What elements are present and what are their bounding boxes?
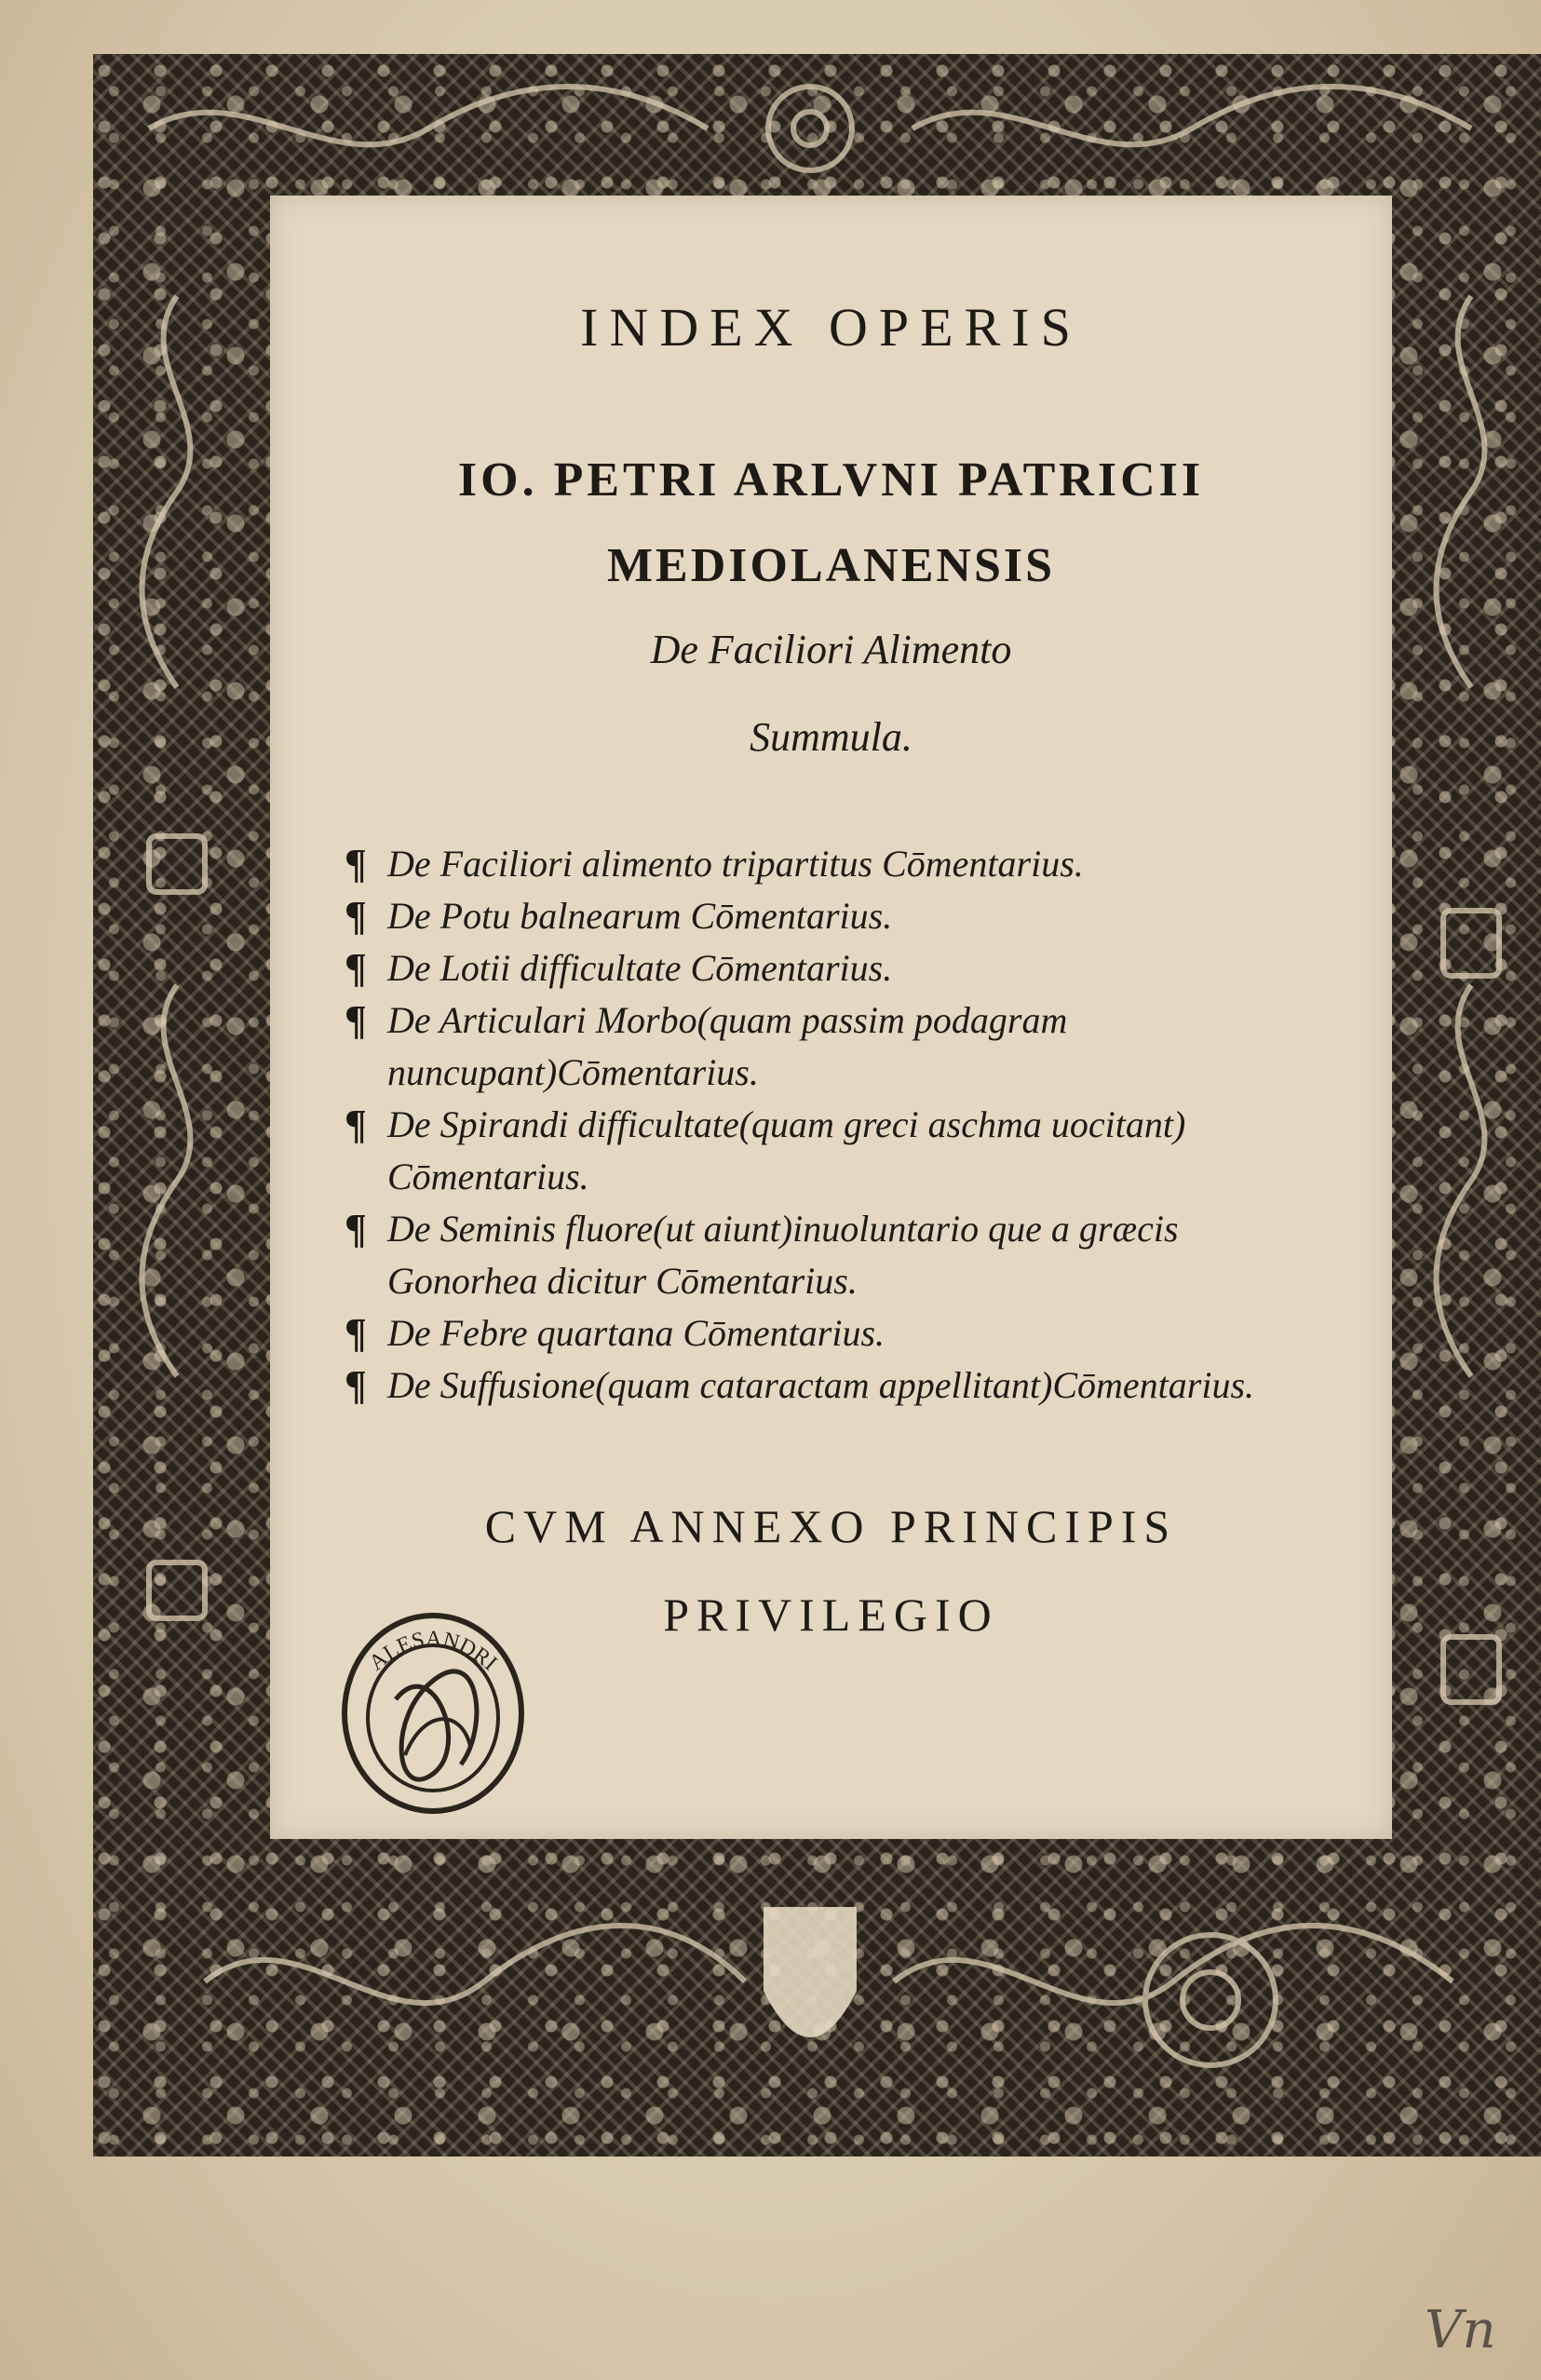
pilcrow-icon: ¶ xyxy=(345,945,367,991)
index-heading: INDEX OPERIS xyxy=(580,297,1082,358)
author-line-2: MEDIOLANENSIS xyxy=(606,539,1056,592)
contents-item-text: De Lotii difficultate Cōmentarius. xyxy=(387,947,893,989)
contents-item-text: De Articulari Morbo(quam passim podagram nuncupant)Cōmentarius. xyxy=(387,999,1068,1093)
subtitle-1: De Faciliori Alimento xyxy=(650,627,1012,672)
contents-item xyxy=(345,1099,1331,1203)
pilcrow-icon: ¶ xyxy=(345,1206,367,1251)
pilcrow-icon: ¶ xyxy=(345,997,367,1043)
pilcrow-icon: ¶ xyxy=(345,1362,367,1408)
privilege-line-2: PRIVILEGIO xyxy=(663,1589,999,1641)
contents-item-text: De Faciliori alimento tripartitus Cōmentarius. xyxy=(387,843,1084,885)
contents-item xyxy=(345,838,1331,890)
pilcrow-icon: ¶ xyxy=(345,1102,367,1147)
contents-item xyxy=(345,890,1331,942)
stamp-text: ALESANDRI xyxy=(364,1627,502,1676)
handwritten-note: Vn xyxy=(1425,2300,1496,2360)
contents-item-text: De Seminis fluore(ut aiunt)inuoluntario que a græcis Gonorhea dicitur Cōmentarius. xyxy=(387,1208,1179,1302)
contents-item-text: De Suffusione(quam cataractam appellitant)Cōmentarius. xyxy=(387,1364,1255,1406)
author-line-1: IO. PETRI ARLVNI PATRICII xyxy=(457,453,1205,507)
pilcrow-icon: ¶ xyxy=(345,1310,367,1356)
contents-item xyxy=(345,1203,1331,1307)
contents-item xyxy=(345,942,1331,994)
contents-item xyxy=(345,994,1331,1099)
privilege-line-1: CVM ANNEXO PRINCIPIS xyxy=(484,1500,1178,1552)
pilcrow-icon: ¶ xyxy=(345,841,367,886)
contents-item-text: De Febre quartana Cōmentarius. xyxy=(387,1312,885,1354)
contents-item xyxy=(345,1359,1331,1412)
contents-list xyxy=(345,838,1331,1412)
library-stamp-icon xyxy=(331,1597,535,1820)
contents-item xyxy=(345,1307,1331,1359)
contents-item-text: De Potu balnearum Cōmentarius. xyxy=(387,895,893,937)
subtitle-2: Summula. xyxy=(750,714,912,760)
pilcrow-icon: ¶ xyxy=(345,893,367,939)
contents-item-text: De Spirandi difficultate(quam greci aschma uocitant) Cōmentarius. xyxy=(387,1103,1186,1197)
